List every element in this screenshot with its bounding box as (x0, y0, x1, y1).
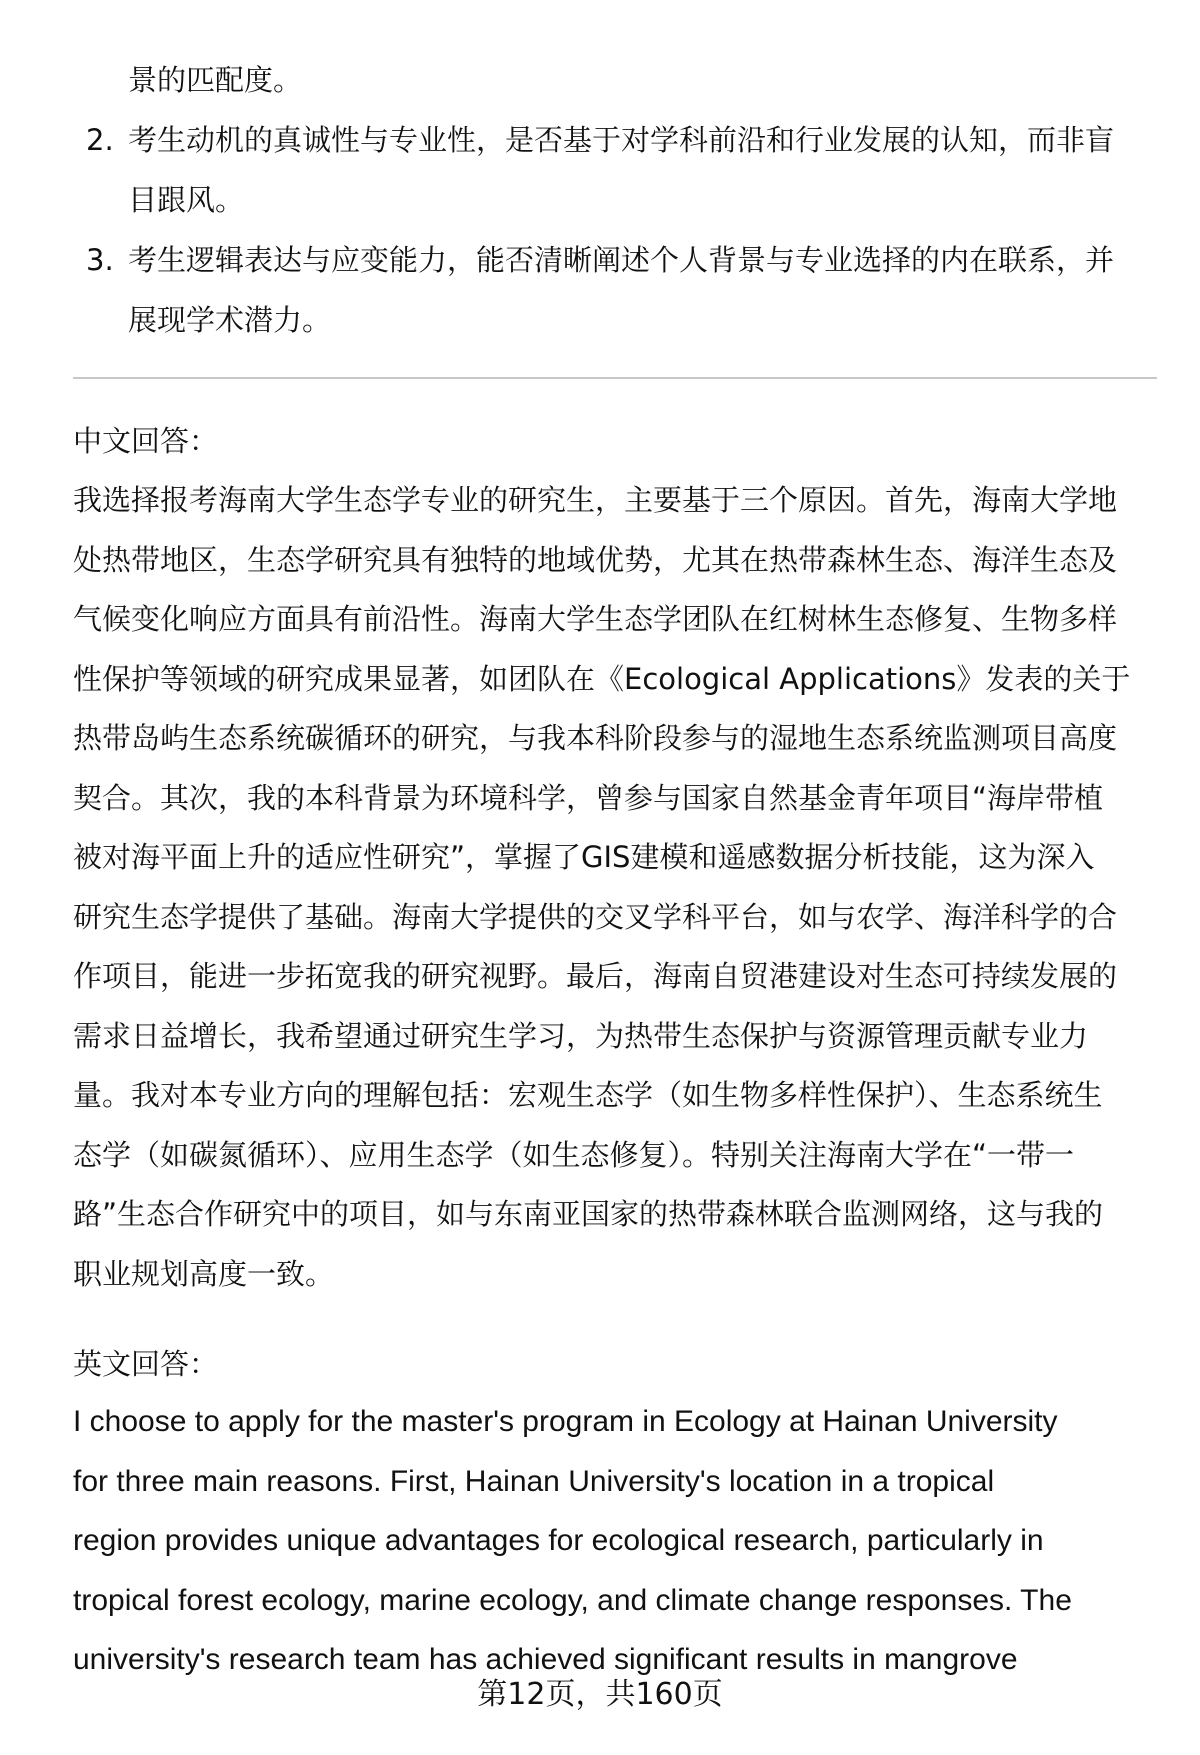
paragraph-line: for three main reasons. First, Hainan University's location in a tropical (73, 1464, 995, 1498)
paragraph-line: 被对海平面上升的适应性研究”，掌握了GIS建模和遥感数据分析技能，这为深入 (73, 840, 1095, 874)
english-answer-label: 英文回答： (73, 1347, 219, 1381)
paragraph-line: 作项目，能进一步拓宽我的研究视野。最后，海南自贸港建设对生态可持续发展的 (73, 959, 1118, 993)
paragraph-line: 职业规划高度一致。 (73, 1256, 335, 1291)
list-item-text: 考生逻辑表达与应变能力，能否清晰阐述个人背景与专业选择的内在联系，并 (128, 243, 1115, 277)
paragraph-line: 气候变化响应方面具有前沿性。海南大学生态学团队在红树林生态修复、生物多样 (73, 602, 1118, 636)
paragraph-line: 我选择报考海南大学生态学专业的研究生，主要基于三个原因。首先，海南大学地 (73, 483, 1118, 517)
paragraph-line: university's research team has achieved significant results in mangrove (73, 1643, 1018, 1676)
list-number: 3. (86, 243, 114, 277)
paragraph-line: 路”生态合作研究中的项目，如与东南亚国家的热带森林联合监测网络，这与我的 (73, 1197, 1104, 1231)
chinese-answer-label: 中文回答： (73, 424, 219, 458)
list-item-text: 展现学术潜力。 (128, 303, 332, 337)
paragraph-line: 研究生态学提供了基础。海南大学提供的交叉学科平台，如与农学、海洋科学的合 (73, 899, 1118, 934)
paragraph-line: 需求日益增长，我希望通过研究生学习，为热带生态保护与资源管理贡献专业力 (73, 1018, 1089, 1053)
paragraph-line: region provides unique advantages for ecological research, particularly in (73, 1524, 1044, 1557)
section-divider (73, 377, 1157, 379)
list-number: 2. (86, 123, 114, 157)
paragraph-line: I choose to apply for the master's program in Ecology at Hainan University (73, 1405, 1058, 1438)
paragraph-line: 态学（如碳氮循环）、应用生态学（如生态修复）。特别关注海南大学在“一带一 (73, 1137, 1075, 1172)
page-number: 第12页，共160页 (477, 1677, 723, 1712)
list-item-text: 考生动机的真诚性与专业性，是否基于对学科前沿和行业发展的认知，而非盲 (128, 123, 1115, 157)
list-item-continuation: 景的匹配度。 (128, 63, 303, 97)
paragraph-line: 量。我对本专业方向的理解包括：宏观生态学（如生物多样性保护）、生态系统生 (73, 1078, 1103, 1112)
paragraph-line: 性保护等领域的研究成果显著，如团队在《Ecological Applications》发表的关于 (73, 661, 1131, 696)
list-item-text: 目跟风。 (128, 183, 245, 217)
paragraph-line: tropical forest ecology, marine ecology, and climate change responses. The (73, 1583, 1072, 1617)
paragraph-line: 处热带地区，生态学研究具有独特的地域优势，尤其在热带森林生态、海洋生态及 (73, 542, 1118, 577)
paragraph-line: 契合。其次，我的本科背景为环境科学，曾参与国家自然基金青年项目“海岸带植 (73, 780, 1104, 815)
paragraph-line: 热带岛屿生态系统碳循环的研究，与我本科阶段参与的湿地生态系统监测项目高度 (73, 721, 1118, 755)
